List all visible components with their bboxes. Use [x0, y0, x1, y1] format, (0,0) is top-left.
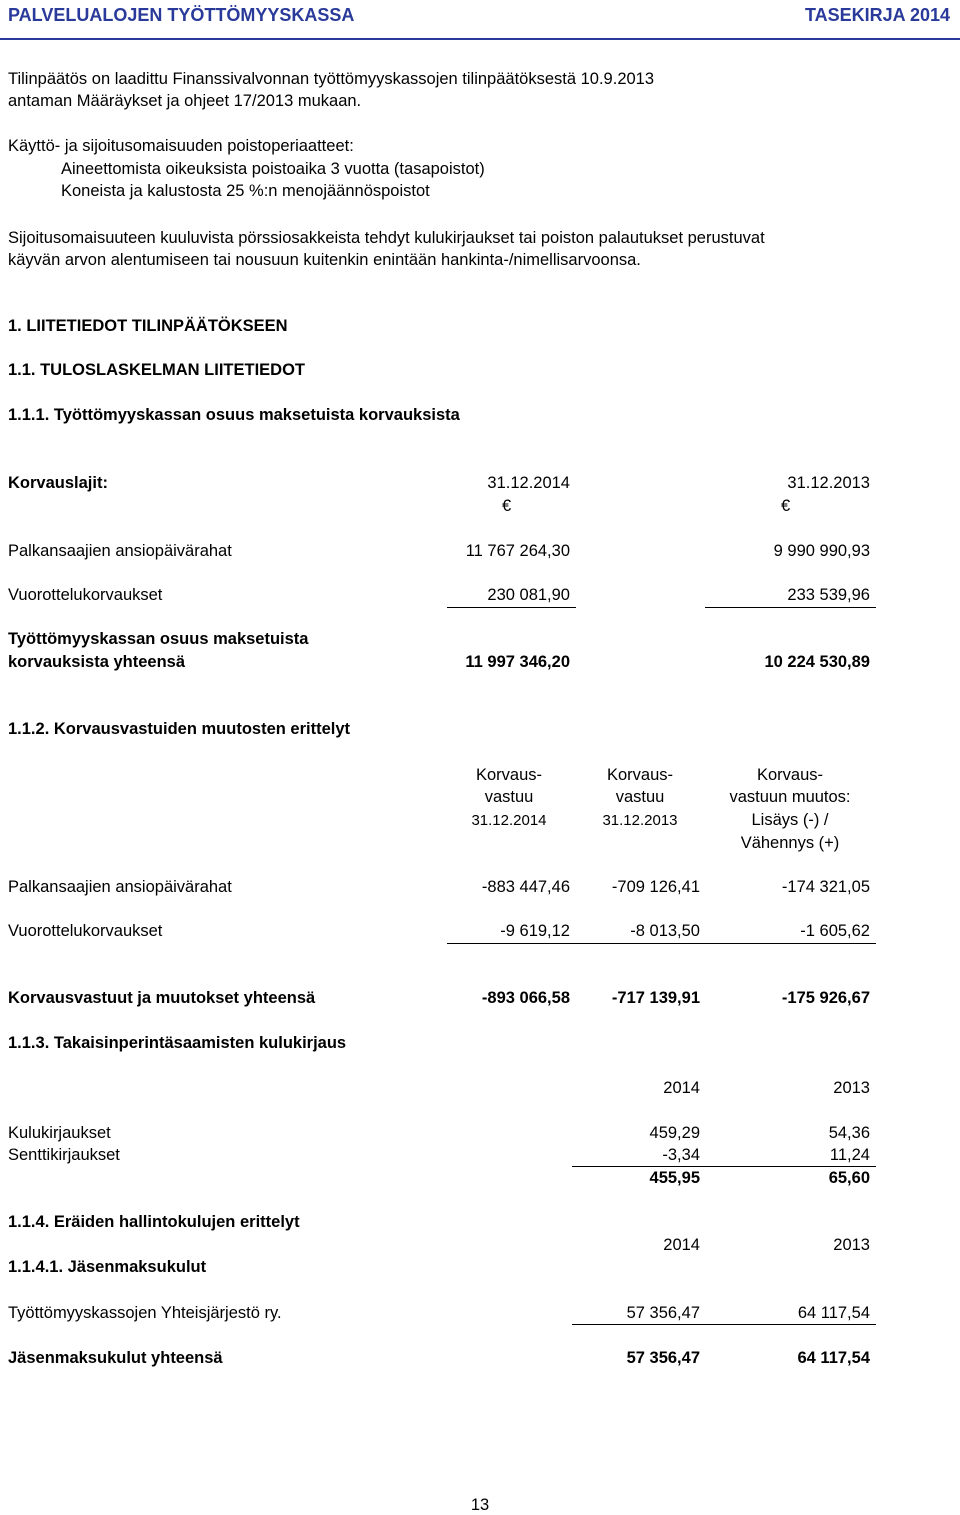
table2-col2-header-line-1: Korvaus- [606, 766, 674, 784]
table3-underline [572, 1166, 876, 1167]
intro-line-1: Tilinpäätös on laadittu Finanssivalvonnan työttömyyskassojen tilinpäätöksestä 10.9.2013 [8, 70, 655, 88]
heading-1-1-2: 1.1.2. Korvausvastuiden muutosten erittelyt [8, 720, 351, 738]
table4-row-value-2014: 57 356,47 [626, 1304, 700, 1322]
table1-col1-currency: € [502, 497, 512, 515]
table2-col3-header-line-3: Lisäys (-) / [751, 811, 829, 829]
table3-row-label: Senttikirjaukset [8, 1146, 120, 1164]
table1-col1-header: 31.12.2014 [487, 474, 570, 492]
table4-total-2014: 57 356,47 [626, 1349, 700, 1367]
table4-total-2013: 64 117,54 [797, 1349, 870, 1367]
table1-col2-header: 31.12.2013 [787, 474, 870, 492]
table1-row-value-2014: 11 767 264,30 [465, 542, 570, 560]
table1-underline-col1 [447, 607, 576, 608]
table1-total-label-line-2: korvauksista yhteensä [8, 653, 186, 671]
table1-label-header: Korvauslajit: [8, 474, 108, 492]
table1-col2-currency: € [781, 497, 791, 515]
table3-row-value-2013: 11,24 [829, 1146, 870, 1164]
table1-row-value-2014: 230 081,90 [487, 586, 570, 604]
heading-1-1: 1.1. TULOSLASKELMAN LIITETIEDOT [8, 361, 306, 379]
table1-total-2013: 10 224 530,89 [764, 653, 870, 671]
table2-col3-header-line-4: Vähennys (+) [740, 834, 840, 852]
table2-row-value-2013: -8 013,50 [630, 922, 700, 940]
table2-total-change: -175 926,67 [781, 989, 870, 1007]
heading-1: 1. LIITETIEDOT TILINPÄÄTÖKSEEN [8, 317, 288, 335]
policy-title: Käyttö- ja sijoitusomaisuuden poistoperiaatteet: [8, 137, 354, 155]
table4-row-value-2013: 64 117,54 [797, 1304, 870, 1322]
policy-item-1: Aineettomista oikeuksista poistoaika 3 vuotta (tasapoistot) [61, 160, 485, 178]
table4-underline [572, 1324, 876, 1325]
investment-para-line-2: käyvän arvon alentumiseen tai nousuun kuitenkin enintään hankinta-/nimellisarvoonsa. [8, 251, 641, 269]
table3-row-value-2014: -3,34 [662, 1146, 700, 1164]
table1-row-value-2013: 233 539,96 [787, 586, 870, 604]
table2-col1-header-line-3: 31.12.2014 [471, 812, 547, 829]
table4-col1-header: 2014 [663, 1236, 700, 1254]
intro-line-2: antaman Määräykset ja ohjeet 17/2013 mukaan. [8, 92, 362, 110]
table2-row-value-2014: -883 447,46 [481, 878, 570, 896]
table3-row-label: Kulukirjaukset [8, 1124, 111, 1142]
table2-total-2013: -717 139,91 [611, 989, 700, 1007]
table3-total-2013: 65,60 [828, 1169, 870, 1187]
table2-col2-header-line-3: 31.12.2013 [602, 812, 678, 829]
page-number: 13 [470, 1496, 490, 1514]
table2-row-value-2014: -9 619,12 [500, 922, 570, 940]
heading-1-1-1: 1.1.1. Työttömyyskassan osuus maksetuista korvauksista [8, 406, 460, 424]
policy-item-2: Koneista ja kalustosta 25 %:n menojäännöspoistot [61, 182, 430, 200]
table1-row-value-2013: 9 990 990,93 [773, 542, 870, 560]
table2-col3-header-line-1: Korvaus- [756, 766, 824, 784]
table2-row-value-change: -174 321,05 [781, 878, 870, 896]
table3-row-value-2014: 459,29 [649, 1124, 700, 1142]
table1-row-label: Vuorottelukorvaukset [8, 586, 163, 604]
header-doc-title: TASEKIRJA 2014 [804, 5, 950, 25]
table3-total-2014: 455,95 [649, 1169, 700, 1187]
table2-col1-header-line-1: Korvaus- [475, 766, 543, 784]
table2-col3-header-line-2: vastuun muutos: [729, 788, 851, 806]
table2-row-value-change: -1 605,62 [800, 922, 870, 940]
table4-total-label: Jäsenmaksukulut yhteensä [8, 1349, 223, 1367]
table1-total-label-line-1: Työttömyyskassan osuus maksetuista [8, 630, 309, 648]
table4-row-label: Työttömyyskassojen Yhteisjärjestö ry. [8, 1304, 282, 1322]
header-rule [0, 38, 960, 40]
heading-1-1-3: 1.1.3. Takaisinperintäsaamisten kulukirjaus [8, 1034, 347, 1052]
table2-total-2014: -893 066,58 [481, 989, 570, 1007]
investment-para-line-1: Sijoitusomaisuuteen kuuluvista pörssiosakkeista tehdyt kulukirjaukset tai poiston palautukset perustuvat [8, 229, 765, 247]
heading-1-1-4-1: 1.1.4.1. Jäsenmaksukulut [8, 1258, 207, 1276]
table2-underline [447, 943, 876, 944]
table2-col1-header-line-2: vastuu [484, 788, 534, 806]
table1-row-label: Palkansaajien ansiopäivärahat [8, 542, 232, 560]
table3-col1-header: 2014 [663, 1079, 700, 1097]
table2-row-label: Vuorottelukorvaukset [8, 922, 163, 940]
table3-row-value-2013: 54,36 [828, 1124, 870, 1142]
table2-total-label: Korvausvastuut ja muutokset yhteensä [8, 989, 316, 1007]
table1-underline-col2 [705, 607, 876, 608]
table4-col2-header: 2013 [833, 1236, 870, 1254]
table1-total-2014: 11 997 346,20 [465, 653, 570, 671]
header-org-name: PALVELUALOJEN TYÖTTÖMYYSKASSA [8, 5, 355, 25]
table2-col2-header-line-2: vastuu [615, 788, 665, 806]
table3-col2-header: 2013 [833, 1079, 870, 1097]
heading-1-1-4: 1.1.4. Eräiden hallintokulujen erittelyt [8, 1213, 300, 1231]
table2-row-value-2013: -709 126,41 [611, 878, 700, 896]
table2-row-label: Palkansaajien ansiopäivärahat [8, 878, 232, 896]
